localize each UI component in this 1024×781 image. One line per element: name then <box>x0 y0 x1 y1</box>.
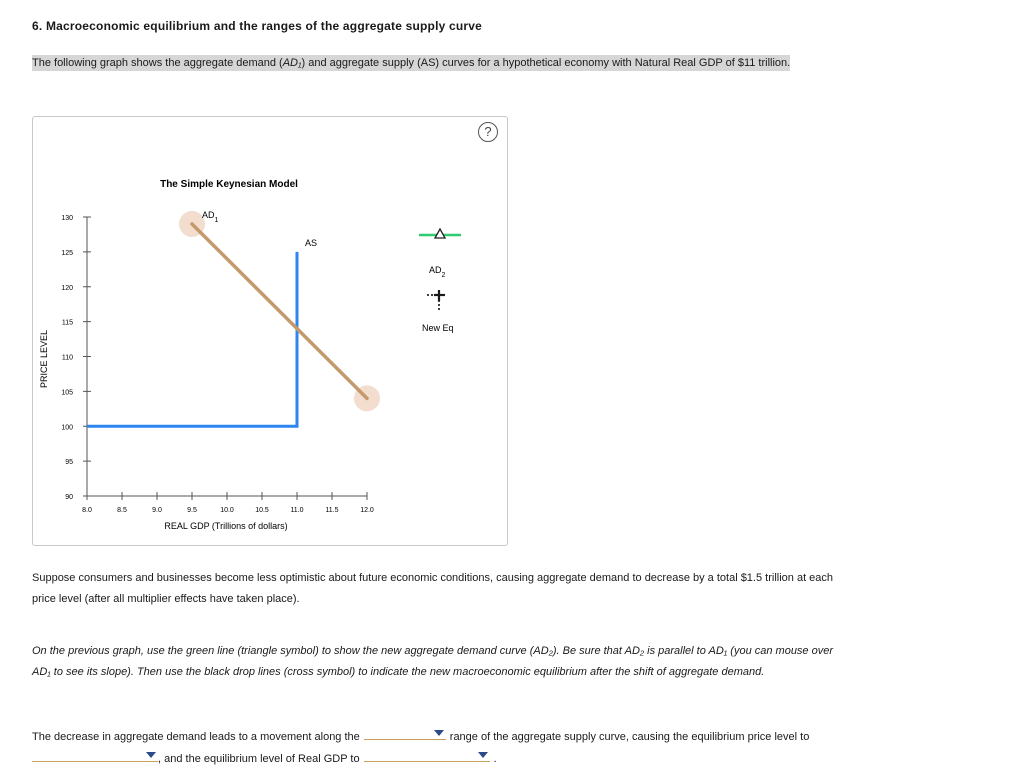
cross-icon <box>434 290 445 301</box>
chevron-down-icon <box>434 730 444 736</box>
as-curve <box>87 252 297 426</box>
y-tick-label: 90 <box>65 494 73 501</box>
graph-panel <box>32 116 508 546</box>
x-tick-label: 10.0 <box>220 507 234 514</box>
intro-part1: The following graph shows the aggregate demand ( <box>32 57 283 69</box>
instructions-text: On the previous graph, use the green line (triangle symbol) to show the new aggregate demand curve (AD₂). Be sure that AD₂ is parallel to AD₁ (you can mouse over AD₁ to see its slope). Then use the black drop lines (cross symbol) to indicate the new macroeconomic equilibrium after the shift of aggregate demand. <box>32 645 834 678</box>
legend-new-eq-label: New Eq <box>422 323 454 333</box>
x-axis-label: REAL GDP (Trillions of dollars) <box>164 521 288 531</box>
sentence-part-a: The decrease in aggregate demand leads to a movement along the <box>32 731 360 743</box>
x-tick-label: 9.5 <box>187 507 197 514</box>
y-axis-label: PRICE LEVEL <box>39 329 49 389</box>
ad1-label: $AD_1$ <box>202 209 219 224</box>
triangle-icon <box>435 229 445 238</box>
x-tick-label: 8.0 <box>82 507 92 514</box>
help-icon[interactable]: ? <box>478 122 498 142</box>
y-tick-label: 100 <box>61 424 73 432</box>
y-tick-label: 110 <box>61 354 73 362</box>
x-tick-label: 11.0 <box>290 507 304 514</box>
legend <box>419 229 461 333</box>
legend-ad2-label: $AD_2$ <box>429 265 446 279</box>
x-tick-label: 11.5 <box>325 507 339 514</box>
ad1-curve[interactable] <box>192 224 367 398</box>
answer-sentence <box>32 726 842 770</box>
y-tick-label: 130 <box>61 215 73 222</box>
x-tick-label: 12.0 <box>360 507 374 514</box>
y-tick-label: 105 <box>61 389 73 397</box>
x-tick-label: 10.5 <box>255 507 269 514</box>
y-tick-label: 115 <box>61 319 73 327</box>
chevron-down-icon <box>146 752 156 758</box>
chart-title: The Simple Keynesian Model <box>160 179 298 190</box>
intro-part2: ) and aggregate supply (AS) curves for a hypothetical economy with Natural Real GDP of $11 trillion. <box>301 57 791 69</box>
y-tick-label: 95 <box>65 459 73 467</box>
y-tick-label: 120 <box>61 284 73 292</box>
intro-ad1: AD₁ <box>282 57 302 69</box>
x-tick-label: 8.5 <box>117 507 127 514</box>
intro-text <box>32 53 828 74</box>
chevron-down-icon <box>478 752 488 758</box>
price-level-dropdown[interactable] <box>32 748 158 762</box>
sentence-part-d: . <box>493 753 497 765</box>
range-dropdown[interactable] <box>364 726 446 740</box>
chart <box>33 117 507 545</box>
as-label: AS <box>305 237 318 248</box>
sentence-part-c: , and the equilibrium level of Real GDP to <box>158 753 360 765</box>
real-gdp-dropdown[interactable] <box>364 748 490 762</box>
legend-ad2-tool[interactable] <box>419 229 461 279</box>
sentence-part-b: range of the aggregate supply curve, causing the equilibrium price level to <box>449 731 810 743</box>
scenario-text: Suppose consumers and businesses become less optimistic about future economic conditions, causing aggregate demand to decrease by a total $1.5 trillion at each price level (after all multiplier effects have taken place). <box>32 572 834 605</box>
y-tick-label: 125 <box>61 249 73 257</box>
question-title: 6. Macroeconomic equilibrium and the ranges of the aggregate supply curve <box>32 19 483 33</box>
x-tick-label: 9.0 <box>152 507 162 514</box>
legend-new-eq-tool[interactable] <box>422 290 454 333</box>
